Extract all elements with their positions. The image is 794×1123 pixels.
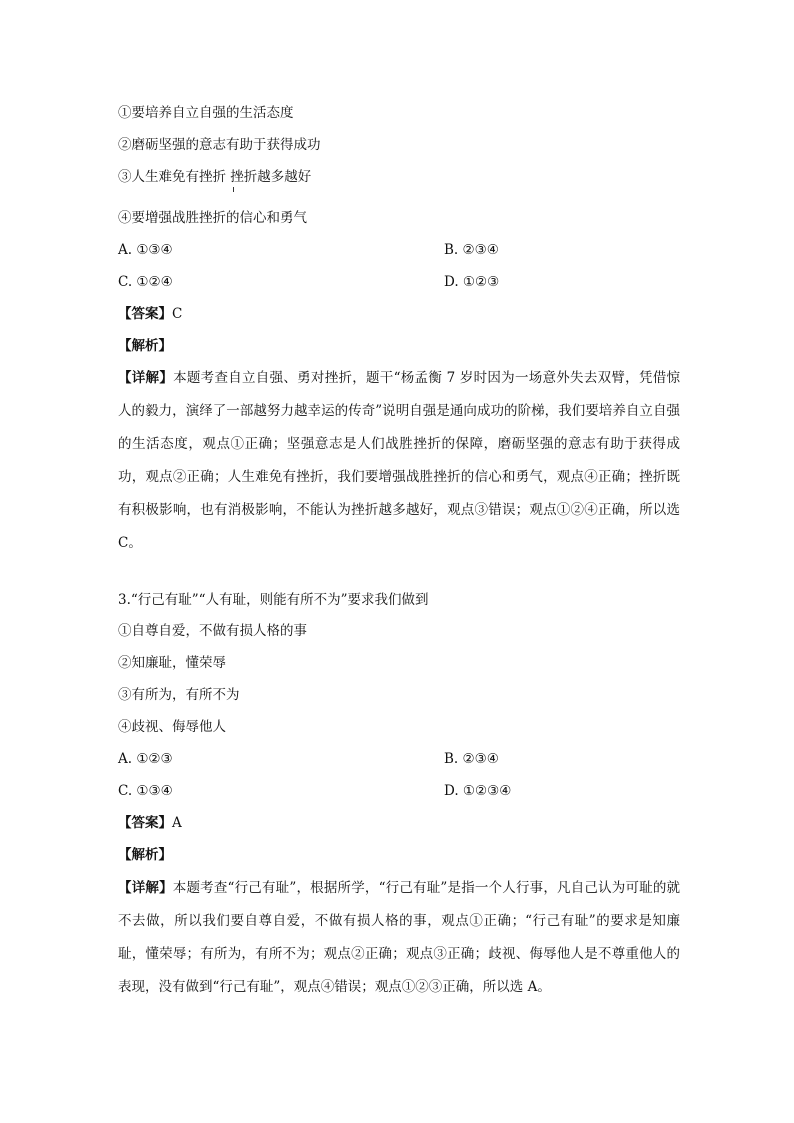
- q3-option-a: A. ①②③: [118, 751, 173, 767]
- answer-value: C: [172, 306, 183, 322]
- q3-option-d: D. ①②③④: [444, 783, 512, 799]
- q2-option-d: D. ①②③: [444, 274, 500, 290]
- answer-label: 【答案】: [118, 815, 172, 831]
- q2-detail-paragraph: [118, 362, 680, 560]
- stray-mark: [233, 187, 234, 192]
- q3-option-c: C. ①③④: [118, 783, 173, 799]
- answer-value: A: [172, 815, 182, 831]
- detail-text: 本题考查自立自强、勇对挫折，题干“杨孟衡 7 岁时因为一场意外失去双臂，凭借惊人的毅力，演绎了一部越努力越幸运的传奇”说明自强是通向成功的阶梯，我们要培养自立自强的生活态度，观点①正确；坚强意志是人们战胜挫折的保障，磨砺坚强的意志有助于获得成功，观点②正确；人生难免有挫折，我们要增强战胜挫折的信心和勇气，观点④正确；挫折既有积极影响，也有消极影响，不能认为挫折越多越好，观点③错误；观点①②④正确，所以选 C。: [118, 370, 681, 551]
- detail-label: 【详解】: [118, 370, 174, 386]
- q2-option-c: C. ①②④: [118, 274, 173, 290]
- q3-answer: [118, 813, 182, 833]
- q3-stem: 3.“行己有耻”“人有耻，则能有所不为”要求我们做到: [118, 592, 429, 608]
- analysis-label: 【解析】: [118, 338, 172, 354]
- q2-item-1: ①要培养自立自强的生活态度: [118, 105, 294, 121]
- q3-option-b: B. ②③④: [444, 751, 499, 767]
- detail-label: 【详解】: [118, 880, 173, 896]
- detail-text: 本题考查“行己有耻”，根据所学，“行己有耻”是指一个人行事，凡自己认为可耻的就不去做，所以我们要自尊自爱，不做有损人格的事，观点①正确；“行己有耻”的要求是知廉耻，懂荣辱；有所为，有所不为；观点②正确；观点③正确；歧视、侮辱他人是不尊重他人的表现，没有做到“行己有耻”，观点④错误；观点①②③正确，所以选 A。: [118, 880, 681, 995]
- q3-item-4: ④歧视、侮辱他人: [118, 719, 226, 735]
- q3-detail-paragraph: [118, 872, 680, 1004]
- analysis-label: 【解析】: [118, 847, 172, 863]
- q2-item-4: ④要增强战胜挫折的信心和勇气: [118, 210, 307, 226]
- q3-item-1: ①自尊自爱，不做有损人格的事: [118, 623, 307, 639]
- q3-analysis-heading: [118, 845, 172, 865]
- q2-item-3: ③人生难免有挫折 挫折越多越好: [118, 169, 312, 185]
- q2-item-2: ②磨砺坚强的意志有助于获得成功: [118, 137, 321, 153]
- q2-analysis-heading: [118, 336, 172, 356]
- q3-item-3: ③有所为，有所不为: [118, 687, 240, 703]
- q3-item-2: ②知廉耻，懂荣辱: [118, 655, 226, 671]
- q2-option-b: B. ②③④: [444, 242, 499, 258]
- q2-option-a: A. ①③④: [118, 242, 173, 258]
- answer-label: 【答案】: [118, 306, 172, 322]
- q2-answer: [118, 304, 182, 324]
